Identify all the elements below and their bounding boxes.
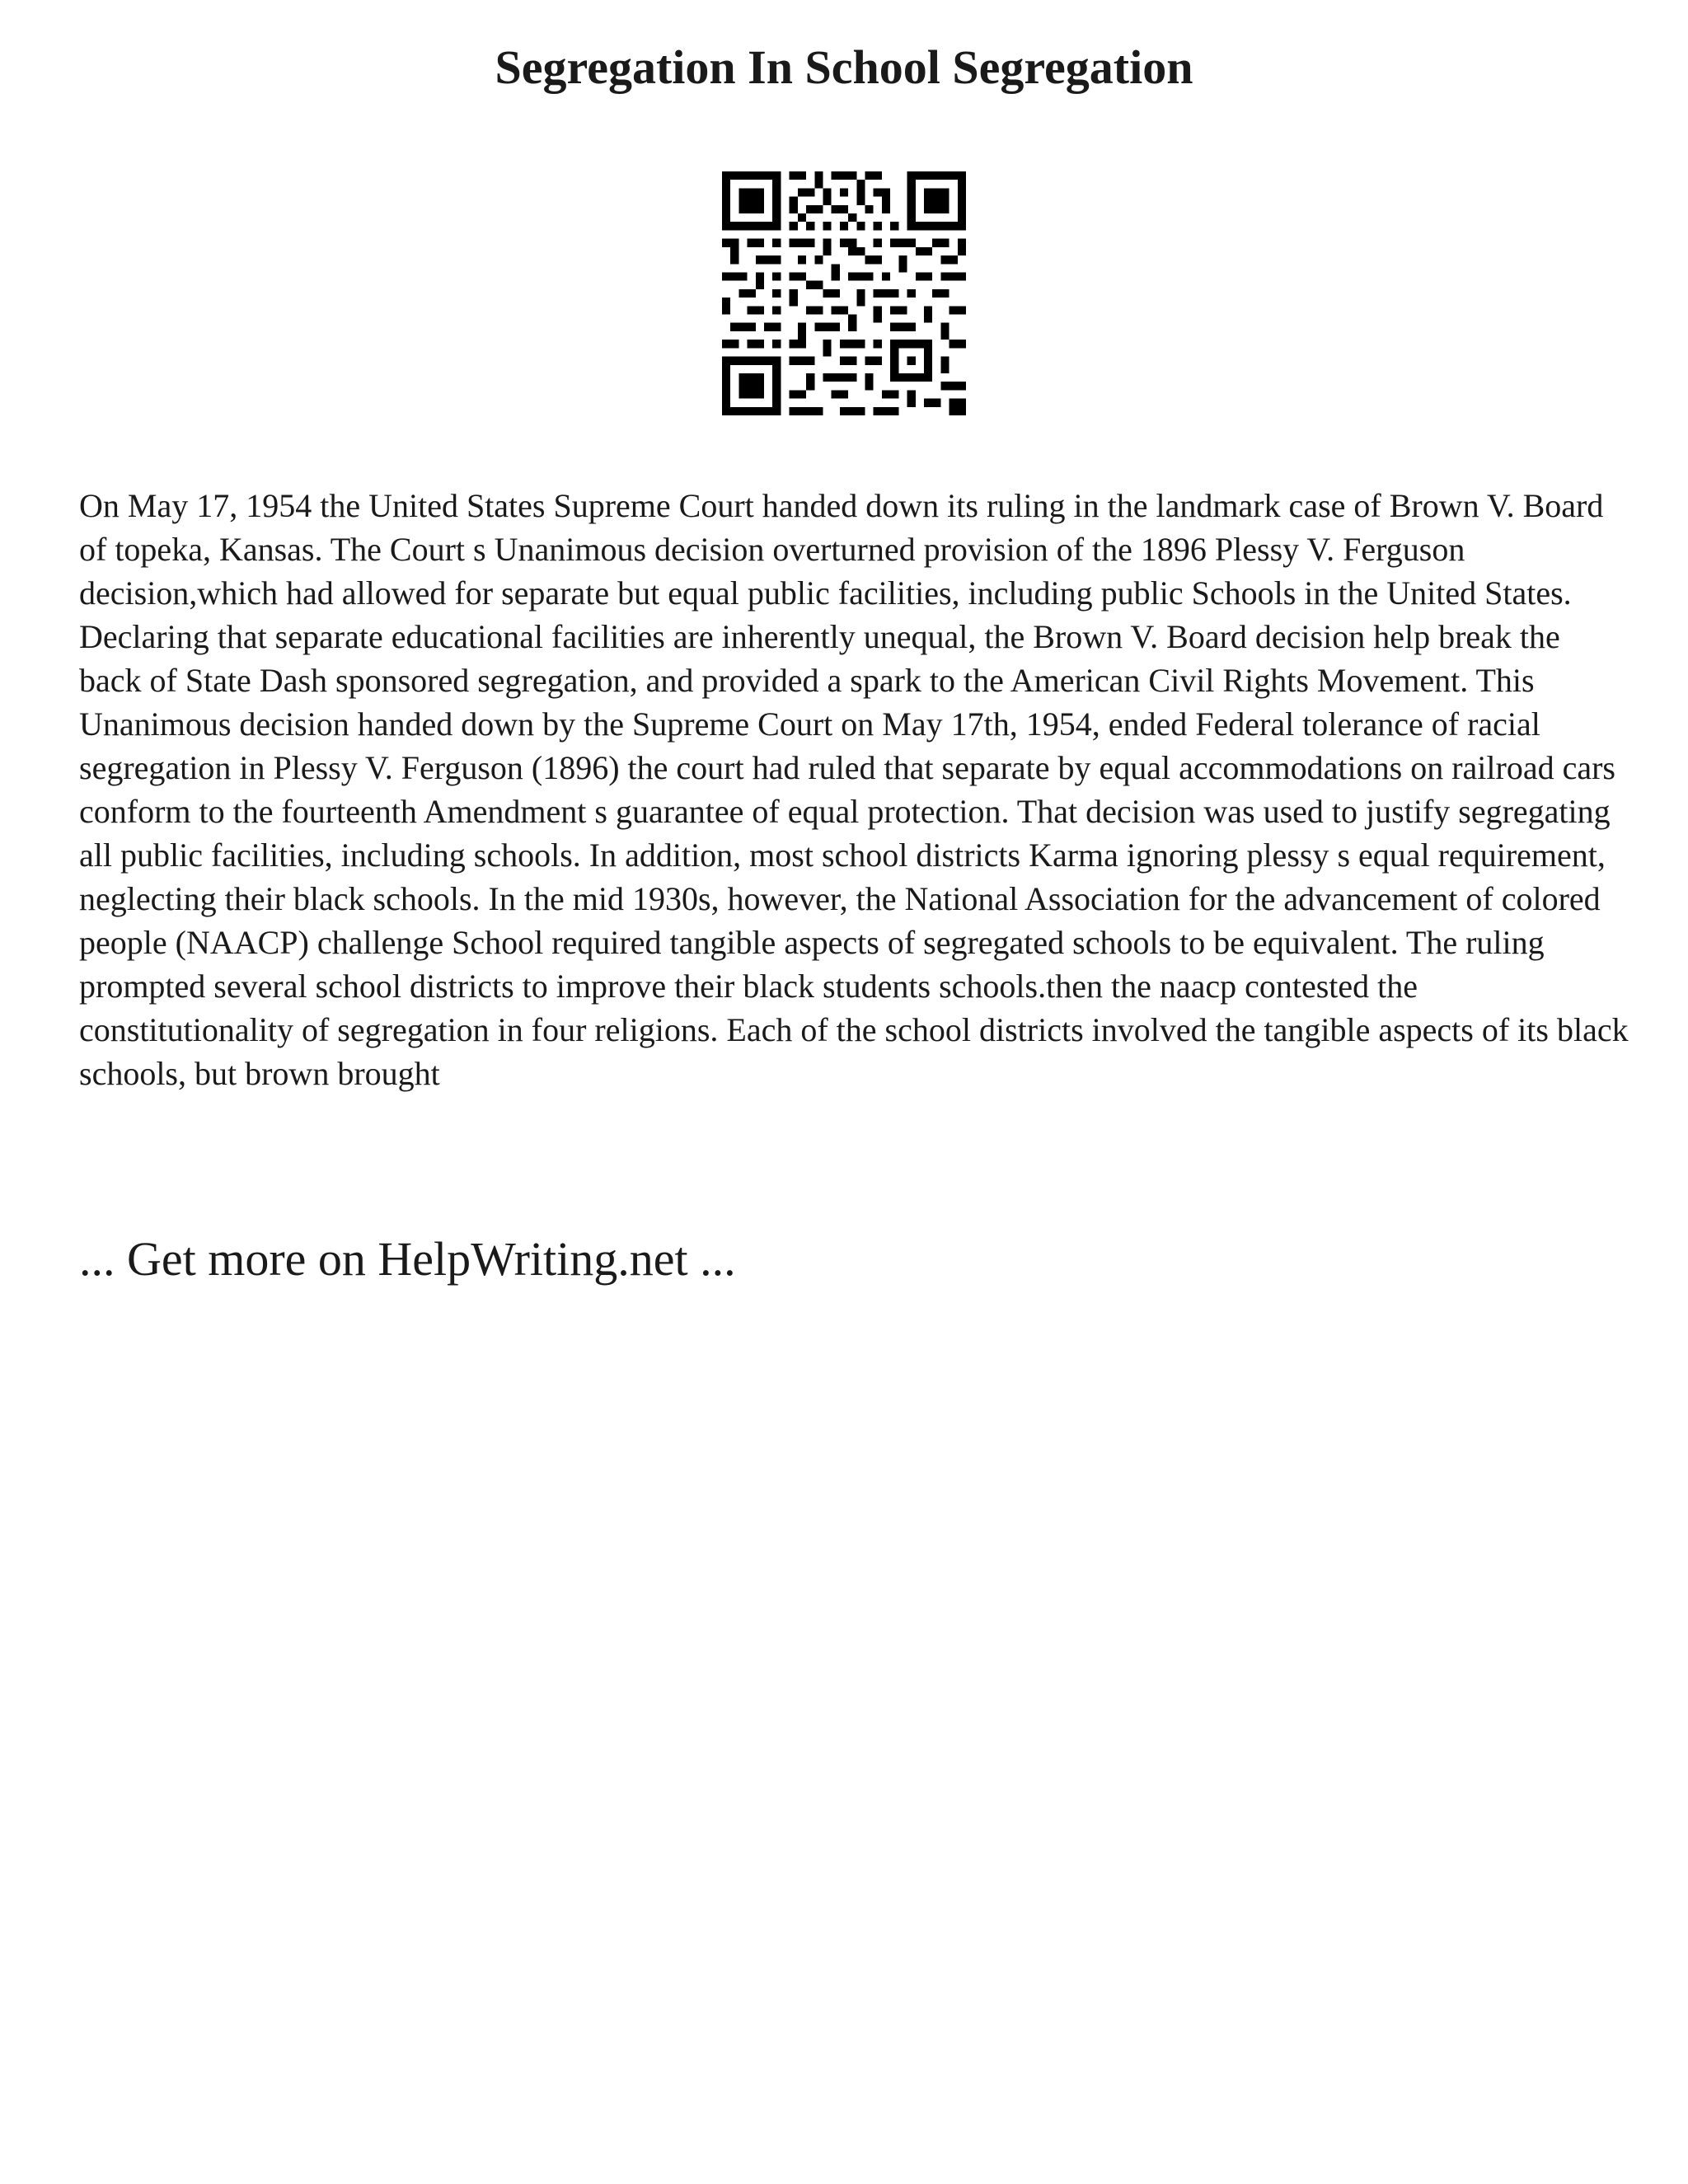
get-more-link[interactable]: ... Get more on HelpWriting.net ... [79,1232,736,1286]
qr-code-icon [722,171,966,415]
article-body: On May 17, 1954 the United States Supreme Court handed down its ruling in the landmark case of Brown V. Board of topeka, Kansas. The Court s Unanimous decision overturned provision of the 1896 Plessy V. Ferguson decision,which had allowed for separate but equal public facilities, including public Schools in the United States. Declaring that separate educational facilities are inherently unequal, the Brown V. Board decision help break the back of State Dash sponsored segregation, and provided a spark to the American Civil Rights Movement. This Unanimous decision handed down by the Supreme Court on May 17th, 1954, ended Federal tolerance of racial segregation in Plessy V. Ferguson (1896) the court had ruled that separate by equal accommodations on railroad cars conform to the fourteenth Amendment s guarantee of equal protection. That decision was used to justify segregating all public facilities, including schools. In addition, most school districts Karma ignoring plessy s equal requirement, neglecting their black schools. In the mid 1930s, however, the National Association for the advancement of colored people (NAACP) challenge School required tangible aspects of segregated schools to be equivalent. The ruling prompted several school districts to improve their black students schools.then the naacp contested the constitutionality of segregation in four religions. Each of the school districts involved the tangible aspects of its black schools, but brown brought [79,487,1629,1092]
page-title: Segregation In School Segregation [495,40,1193,94]
